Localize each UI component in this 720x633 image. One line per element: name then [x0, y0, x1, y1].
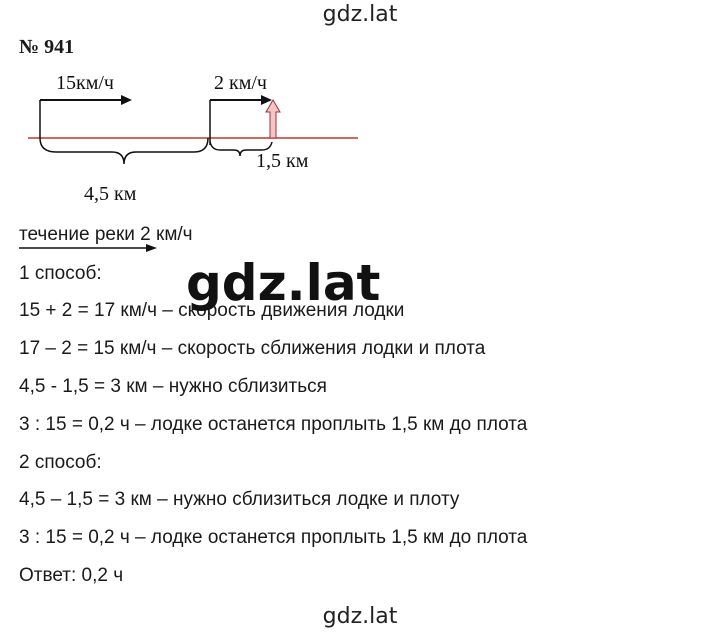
distance-label: 4,5 км — [84, 183, 137, 205]
raft-speed-label: 2 км/ч — [214, 72, 267, 94]
river-current-label: течение реки 2 км/ч — [19, 224, 193, 245]
watermark-bottom: gdz.lat — [322, 604, 398, 629]
boat-speed-label: 15км/ч — [56, 72, 114, 94]
watermark-center: gdz.lat — [186, 254, 381, 312]
solution-line: 2 способ: — [19, 452, 102, 473]
solution-line: 17 – 2 = 15 км/ч – скорость сближения лодки и плота — [19, 338, 486, 359]
answer-line: Ответ: 0,2 ч — [19, 565, 124, 586]
raft-distance-label: 1,5 км — [256, 150, 309, 172]
solution-line: 4,5 – 1,5 = 3 км – нужно сблизиться лодке и плоту — [19, 489, 460, 510]
task-number: № 941 — [19, 36, 75, 58]
solution-line: 4,5 - 1,5 = 3 км – нужно сблизиться — [19, 376, 327, 397]
watermark-top: gdz.lat — [322, 2, 398, 27]
solution-line: 15 + 2 = 17 км/ч – скорость движения лодки — [19, 300, 405, 321]
solution-line: 1 способ: — [19, 263, 102, 284]
solution-line: 3 : 15 = 0,2 ч – лодке останется проплыть 1,5 км до плота — [19, 527, 528, 548]
solution-line: 3 : 15 = 0,2 ч – лодке останется проплыть 1,5 км до плота — [19, 414, 528, 435]
